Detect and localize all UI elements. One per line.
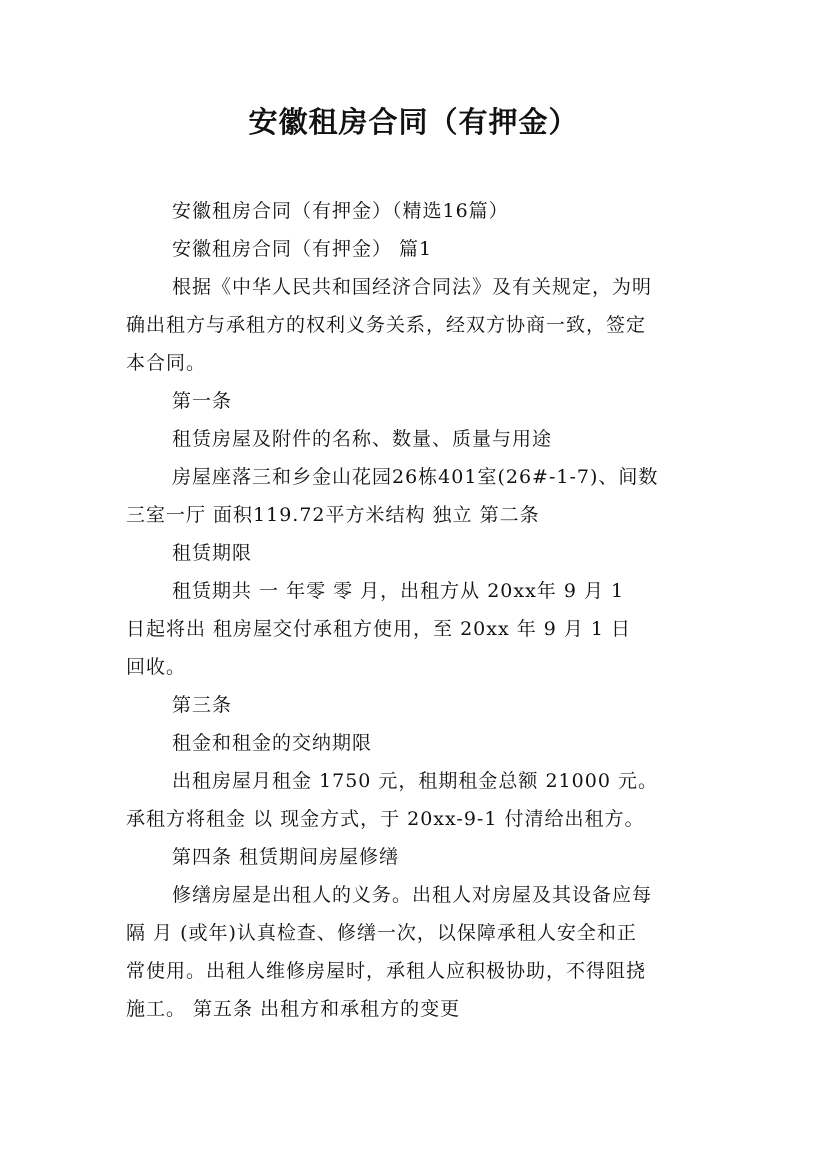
document-title: 安徽租房合同（有押金）: [248, 105, 579, 139]
paragraph-line: 常使用。出租人维修房屋时，承租人应积极协助，不得阻挠: [126, 960, 647, 982]
paragraph-line: 安徽租房合同（有押金）（精选16篇）: [172, 200, 509, 222]
paragraph-line: 修缮房屋是出租人的义务。出租人对房屋及其设备应每: [172, 884, 653, 906]
paragraph-line: 出租房屋月租金 1750 元，租期租金总额 21000 元。: [172, 770, 658, 792]
article-heading: 第三条: [172, 694, 233, 716]
paragraph-line: 根据《中华人民共和国经济合同法》及有关规定，为明: [172, 276, 653, 298]
article-heading: 第四条 租赁期间房屋修缮: [172, 846, 400, 868]
paragraph-line: 承租方将租金 以 现金方式，于 20xx-9-1 付清给出租方。: [126, 808, 645, 830]
paragraph-line: 租赁期限: [172, 542, 253, 564]
paragraph-line: 隔 月 (或年)认真检查、修缮一次，以保障承租人安全和正: [126, 922, 637, 944]
paragraph-line: 确出租方与承租方的权利义务关系，经双方协商一致，签定: [126, 314, 647, 336]
paragraph-line: 安徽租房合同（有押金） 篇1: [172, 238, 433, 260]
article-heading: 第一条: [172, 390, 233, 412]
paragraph-line: 租金和租金的交纳期限: [172, 732, 373, 754]
paragraph-line: 日起将出 租房屋交付承租方使用，至 20xx 年 9 月 1 日: [126, 618, 632, 640]
paragraph-line: 施工。 第五条 出租方和承租方的变更: [126, 998, 461, 1020]
paragraph-line: 本合同。: [126, 352, 207, 374]
paragraph-line: 租赁房屋及附件的名称、数量、质量与用途: [172, 428, 553, 450]
paragraph-line: 三室一厅 面积119.72平方米结构 独立 第二条: [126, 504, 540, 526]
paragraph-line: 租赁期共 一 年零 零 月，出租方从 20xx年 9 月 1: [172, 580, 625, 602]
paragraph-line: 房屋座落三和乡金山花园26栋401室(26#-1-7)、间数: [172, 466, 659, 488]
document-body: [126, 192, 716, 1028]
paragraph-line: 回收。: [126, 656, 187, 678]
